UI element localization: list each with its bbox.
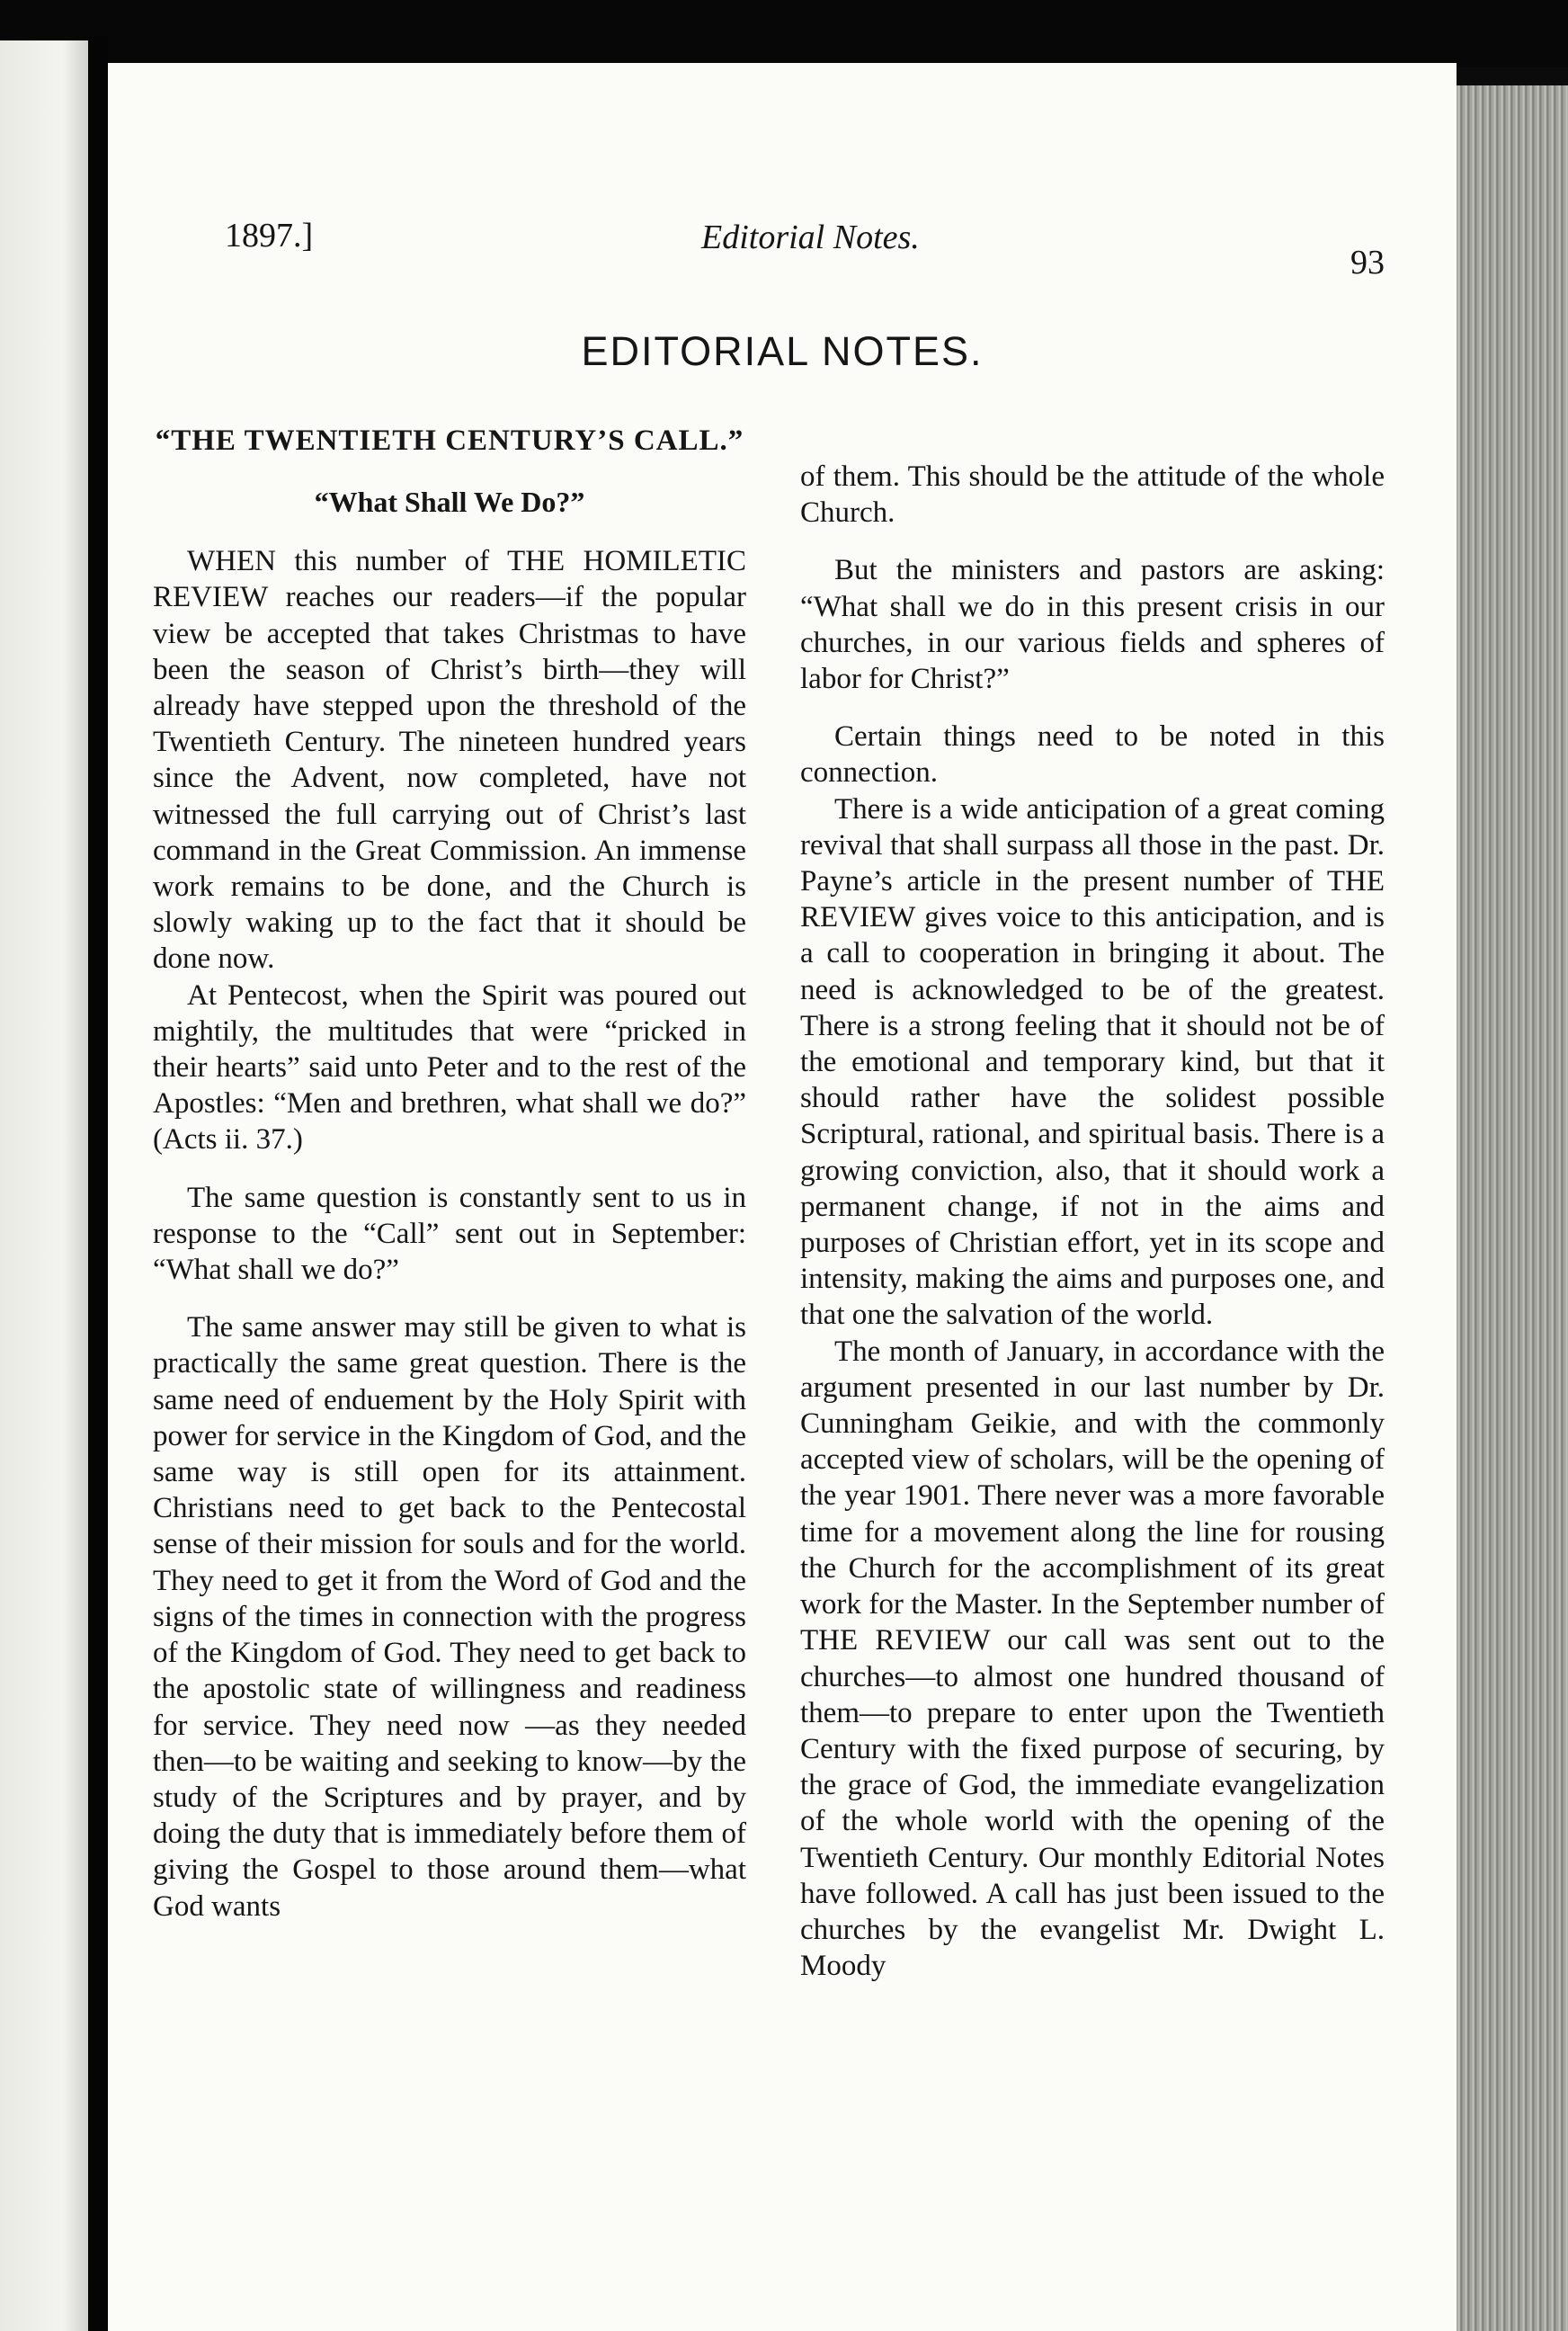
- book-page: [108, 63, 1457, 2331]
- running-head-year: 1897.]: [225, 217, 314, 255]
- paragraph: But the ministers and pastors are asking: “What shall we do in this present crisis in our churches, in our various fields and spheres of labor for Christ?”: [800, 554, 1385, 696]
- page-number: 93: [1350, 244, 1385, 281]
- running-head-title: Editorial Notes.: [701, 219, 920, 256]
- facing-page-edge: [0, 40, 90, 2331]
- article-title: “THE TWENTIETH CENTURY’S CALL.”: [155, 424, 744, 457]
- right-column: [800, 459, 1385, 1984]
- paragraph: WHEN this number of THE HOMILETIC REVIEW reaches our readers—if the popular view be accepted that takes Christmas to have been the season of Christ’s birth—they will already have stepped upon the threshold of the Twentieth Century. The nineteen hundred years since the Advent, now completed, have not witnessed the full carrying out of Christ’s last command in the Great Commission. An immense work remains to be done, and the Church is slowly waking up to the fact that it should be done now.: [153, 545, 746, 976]
- page-stack-edges: [1457, 85, 1568, 2331]
- paragraph: There is a wide anticipation of a great coming revival that shall surpass all those in the past. Dr. Payne’s article in the present number of THE REVIEW gives voice to this anticipation, and is a call to cooperation in bringing it about. The need is acknowledged to be of the greatest. There is a strong feeling that it should not be of the emotional and temporary kind, but that it should rather have the solidest possible Scriptural, rational, and spiritual basis. There is a growing conviction, also, that it should work a permanent change, if not in the aims and purposes of Christian effort, yet in its scope and intensity, making the aims and purposes one, and that one the salvation of the world.: [800, 792, 1385, 1332]
- section-title: EDITORIAL NOTES.: [581, 328, 984, 374]
- running-head: [207, 198, 1403, 281]
- paragraph: At Pentecost, when the Spirit was poured out mightily, the multitudes that were “pricked in their hearts” said unto Peter and to the rest of the Apostles: “Men and brethren, what shall we do?” (Acts ii. 37.): [153, 978, 746, 1157]
- paragraph: The month of January, in accordance with the argument presented in our last number by Dr. Cunningham Geikie, and with the commonly accepted view of scholars, will be the opening of the year 1901. There never was a more favorable time for a movement along the line for rousing the Church for the accomplishment of its great work for the Master. In the September number of THE REVIEW our call was sent out to the churches—to almost one hundred thousand of them—to prepare to enter upon the Twentieth Century with the fixed purpose of securing, by the grace of God, the immediate evangelization of the whole world with the opening of the Twentieth Century. Our monthly Editorial Notes have followed. A call has just been issued to the churches by the evangelist Mr. Dwight L. Moody: [800, 1335, 1385, 1983]
- paragraph: The same answer may still be given to what is practically the same great question. There is the same need of enduement by the Holy Spirit with power for service in the Kingdom of God, and the same way is still open for its attainment. Christians need to get back to the Pentecostal sense of their mission for souls and for the world. They need to get it from the Word of God and the signs of the times in connection with the progress of the Kingdom of God. They need to get back to the apostolic state of willingness and readiness for service. They need now —as they needed then—to be waiting and seeking to know—by the study of the Scriptures and by prayer, and by doing the duty that is immediately before them of giving the Gospel to those around them—what God wants: [153, 1311, 746, 1923]
- scan-border-top: [0, 0, 1568, 67]
- paragraph: The same question is constantly sent to us in response to the “Call” sent out in September: “What shall we do?”: [153, 1181, 746, 1287]
- left-column: [153, 423, 746, 1925]
- article-subtitle: “What Shall We Do?”: [314, 486, 585, 518]
- paragraph: Certain things need to be noted in this connection.: [800, 720, 1385, 790]
- book-binding: [88, 36, 108, 2331]
- paragraph: of them. This should be the attitude of the whole Church.: [800, 460, 1385, 530]
